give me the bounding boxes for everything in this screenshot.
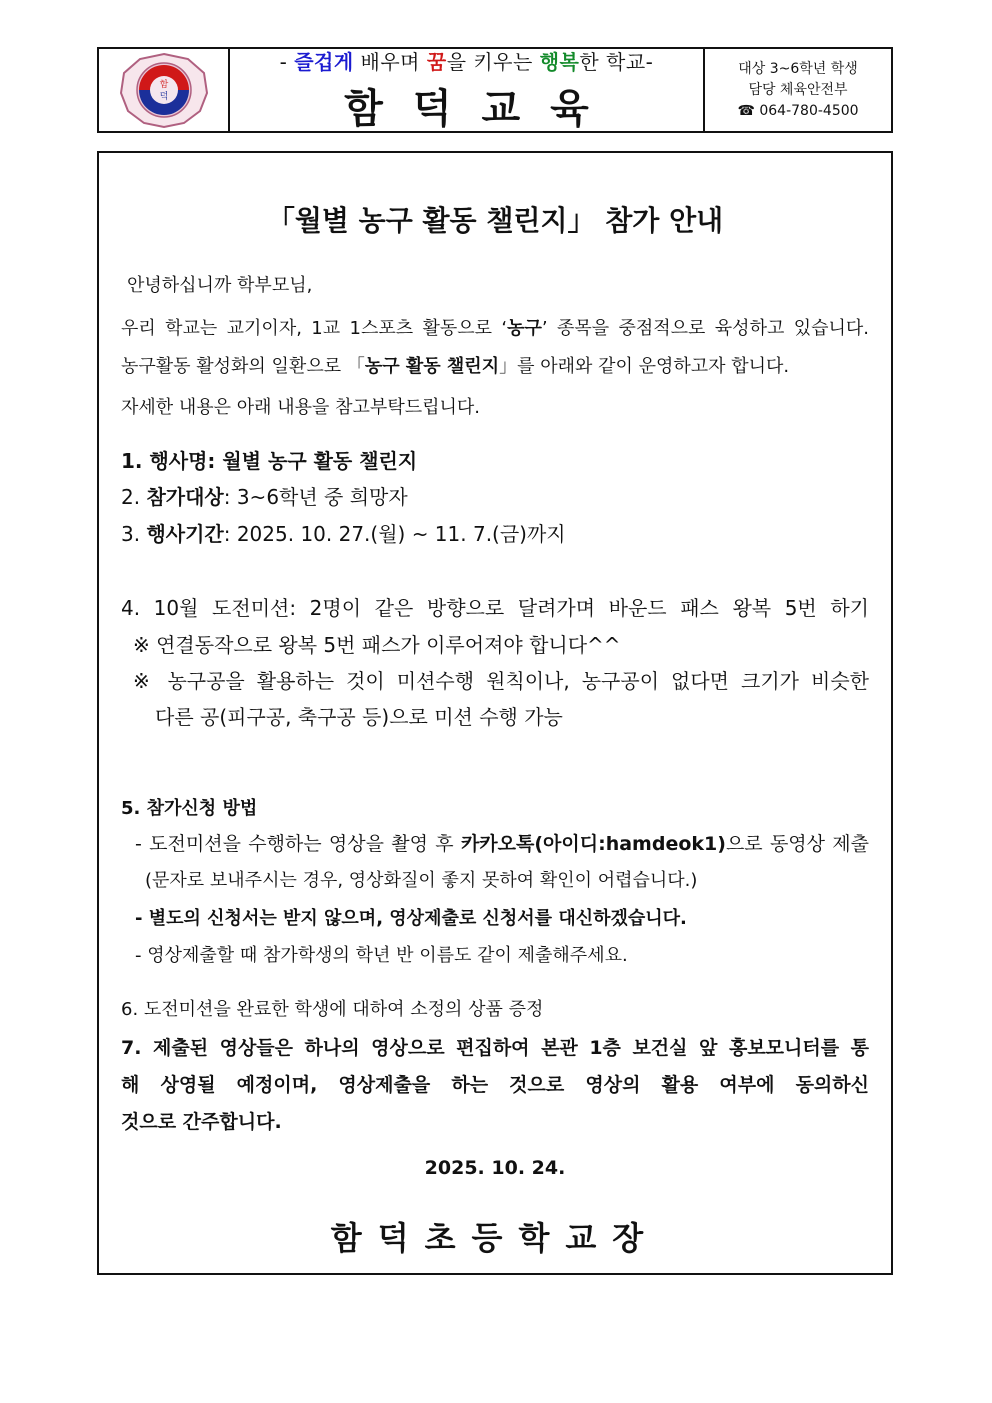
intro-line-1: 우리 학교는 교기이자, 1교 1스포츠 활동으로 ‘농구’ 종목을 중점적으로 육성하고 있습니다.: [121, 318, 869, 339]
item-mission: 4. 10월 도전미션: 2명이 같은 방향으로 달려가며 바운드 패스 왕복 5번 하기: [121, 596, 869, 620]
notice-date: 2025. 10. 24.: [424, 1157, 566, 1179]
note-linked-motion: ※ 연결동작으로 왕복 5번 패스가 이루어져야 합니다^^: [133, 633, 621, 657]
intro-line-2: 농구활동 활성화의 일환으로 「농구 활동 챌린지」를 아래와 같이 운영하고자 합니다.: [121, 356, 790, 377]
letterhead: [97, 47, 893, 133]
emblem-icon: [118, 51, 210, 129]
item-period: 3. 행사기간: 2025. 10. 27.(월) ~ 11. 7.(금)까지: [121, 522, 566, 546]
item-video-usage-2: 해 상영될 예정이며, 영상제출을 하는 것으로 영상의 활용 여부에 동의하신: [121, 1074, 869, 1096]
apply-step-2: - 별도의 신청서는 받지 않으며, 영상제출로 신청서를 대신하겠습니다.: [135, 908, 687, 929]
item-video-usage-1: 7. 제출된 영상들은 하나의 영상으로 편집하여 본관 1층 보건실 앞 홍보모니터를 통: [121, 1037, 869, 1059]
item-video-usage-3: 것으로 간주합니다.: [121, 1111, 282, 1133]
apply-step-1-note: (문자로 보내주시는 경우, 영상화질이 좋지 못하여 확인이 어렵습니다.): [145, 870, 698, 891]
note-ball-rule-cont: 다른 공(피구공, 축구공 등)으로 미션 수행 가능: [155, 705, 563, 729]
item-apply-method: 5. 참가신청 방법: [121, 798, 258, 819]
emblem-text-bottom: 덕: [159, 92, 168, 102]
target-audience: 대상 3~6학년 학생: [738, 60, 858, 77]
phone-number: 064-780-4500: [759, 102, 859, 119]
item-event-name: 1. 행사명: 월별 농구 활동 챌린지: [121, 449, 418, 473]
school-slogan: - 즐겁게 배우며 꿈을 키우는 행복한 학교-: [279, 50, 654, 74]
phone-line: [737, 101, 858, 122]
contact-info: [705, 49, 891, 131]
item-participants: 2. 참가대상: 3~6학년 중 희망자: [121, 485, 408, 509]
notice-title: 「월별 농구 활동 챌린지」 참가 안내: [266, 204, 724, 237]
item-prize: 6. 도전미션을 완료한 학생에 대하여 소정의 상품 증정: [121, 999, 544, 1020]
note-ball-rule: ※ 농구공을 활용하는 것이 미션수행 원칙이나, 농구공이 없다면 크기가 비슷한: [133, 669, 869, 693]
principal-signature: 함덕초등학교장: [330, 1219, 660, 1257]
greeting: 안녕하십니까 학부모님,: [127, 275, 313, 296]
department: 담당 체육안전부: [748, 81, 848, 98]
intro-line-3: 자세한 내용은 아래 내용을 참고부탁드립니다.: [121, 397, 480, 418]
apply-step-1: - 도전미션을 수행하는 영상을 촬영 후 카카오톡(아이디:hamdeok1)으로 동영상 제출: [135, 833, 870, 855]
notice-body: [97, 151, 893, 1275]
newsletter-title: 함덕교육: [344, 86, 619, 132]
slogan-block: [230, 49, 705, 131]
emblem-text-top: 함: [159, 80, 168, 90]
phone-icon: ☎: [737, 102, 755, 119]
apply-step-3: - 영상제출할 때 참가학생의 학년 반 이름도 같이 제출해주세요.: [135, 945, 628, 966]
school-emblem: [99, 49, 230, 131]
